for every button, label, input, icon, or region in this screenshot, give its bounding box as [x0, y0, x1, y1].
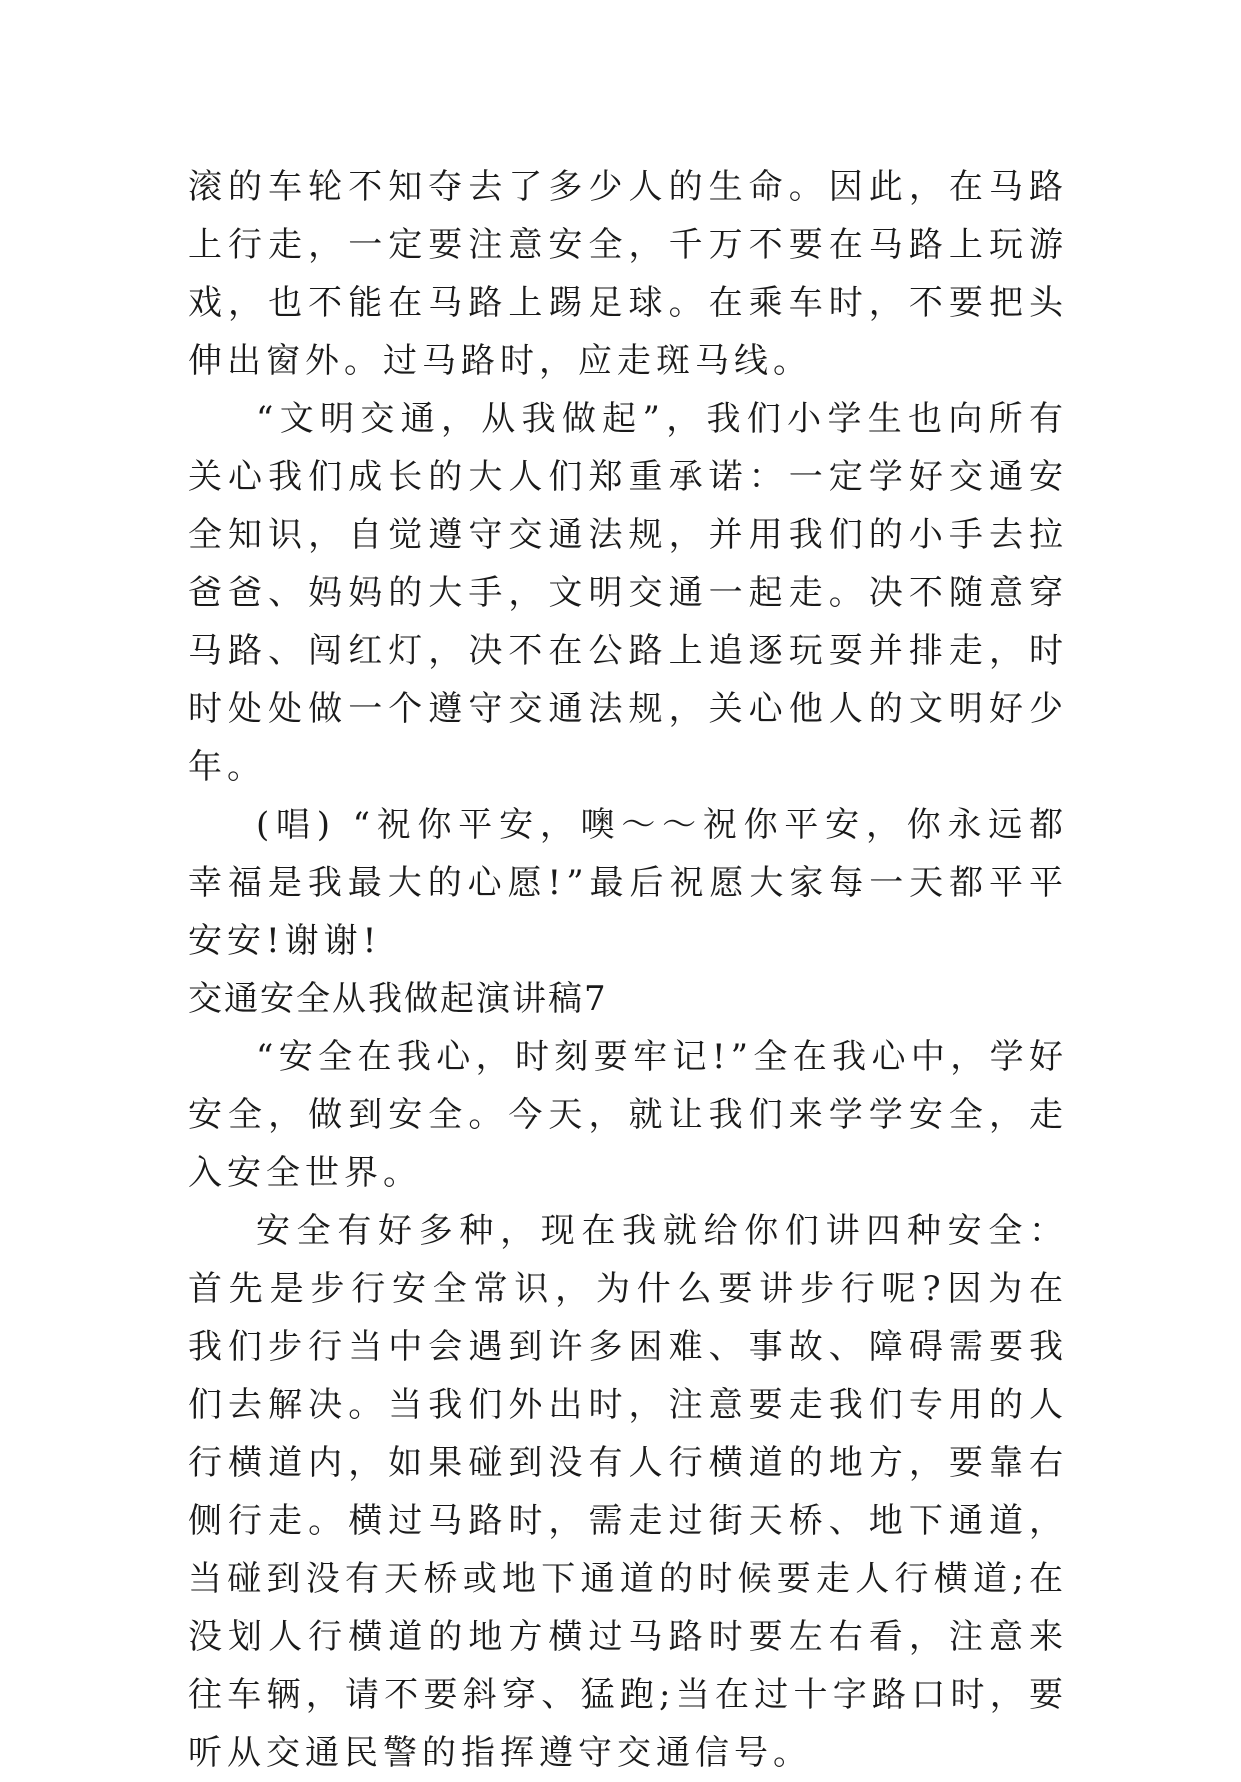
paragraph-safety-intro: “安全在我心，时刻要牢记!”全在我心中，学好安全，做到安全。今天，就让我们来学学安全，走入安全世界。: [188, 1037, 1068, 1193]
paragraph-continuation: 滚的车轮不知夺去了多少人的生命。因此，在马路上行走，一定要注意安全，千万不要在马路上玩游戏，也不能在马路上踢足球。在乘车时，不要把头伸出窗外。过马路时，应走斑马线。: [188, 167, 1068, 381]
section-heading: 交通安全从我做起演讲稿7: [188, 979, 608, 1019]
paragraph-song: (唱) “祝你平安，噢～～祝你平安，你永远都幸福是我最大的心愿!”最后祝愿大家每一天都平平安安!谢谢!: [188, 805, 1068, 961]
paragraph-walking-safety: 安全有好多种，现在我就给你们讲四种安全：首先是步行安全常识，为什么要讲步行呢?因为在我们步行当中会遇到许多困难、事故、障碍需要我们去解决。当我们外出时，注意要走我们专用的人行横道内，如果碰到没有人行横道的地方，要靠右侧行走。横过马路时，需走过街天桥、地下通道，当碰到没有天桥或地下通道的时候要走人行横道;在没划人行横道的地方横过马路时要左右看，注意来往车辆，请不要斜穿、猛跑;当在过十字路口时，要听从交通民警的指挥遵守交通信号。: [188, 1211, 1068, 1773]
paragraph-promise: “文明交通，从我做起”，我们小学生也向所有关心我们成长的大人们郑重承诺：一定学好交通安全知识，自觉遵守交通法规，并用我们的小手去拉爸爸、妈妈的大手，文明交通一起走。决不随意穿马路、闯红灯，决不在公路上追逐玩耍并排走，时时处处做一个遵守交通法规，关心他人的文明好少年。: [188, 399, 1068, 787]
document-page: [188, 158, 1068, 1782]
